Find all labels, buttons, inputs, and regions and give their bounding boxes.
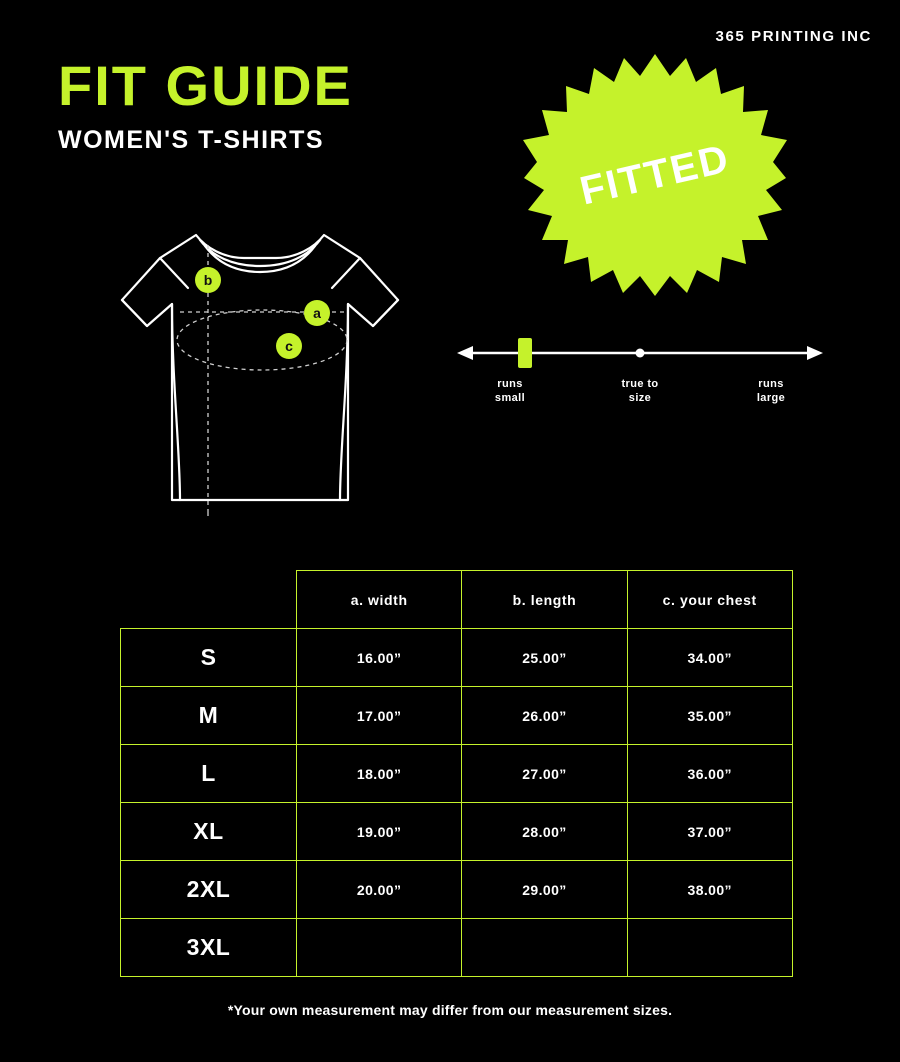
fitted-badge-icon [520,50,790,300]
page-title: FIT GUIDE [58,54,353,117]
scale-label-runs-large-line2: large [756,391,786,404]
table-header-length: b. length [462,571,627,629]
size-table-wrap [120,570,792,977]
table-row [121,919,793,977]
row-width [297,919,462,977]
scale-marker [518,338,532,368]
table-row [121,687,793,745]
footnote: *Your own measurement may differ from our measurement sizes. [227,1002,673,1018]
row-length: 29.00” [462,861,627,919]
row-chest [627,919,792,977]
scale-label-true-to-size [585,378,695,406]
marker-b: b [195,267,221,293]
row-width: 17.00” [297,687,462,745]
fit-scale [455,330,825,420]
table-header-width: a. width [297,571,462,629]
table-header-corner [121,571,297,629]
page-subtitle: WOMEN'S T-SHIRTS [58,126,325,154]
row-length: 25.00” [462,629,627,687]
row-size: XL [121,803,297,861]
tshirt-diagram [100,200,420,530]
fitted-badge-label: FITTED [575,135,734,214]
scale-label-runs-small-line1: runs [497,378,523,390]
row-chest: 37.00” [627,803,792,861]
marker-c: c [276,333,302,359]
row-size: S [121,629,297,687]
scale-label-true-line1: true to [621,378,659,390]
row-length: 28.00” [462,803,627,861]
title-block [58,54,353,155]
row-length: 26.00” [462,687,627,745]
scale-label-runs-small [455,378,565,406]
scale-axis-icon [455,330,825,376]
table-header-row [121,571,793,629]
scale-label-runs-large-line1: runs [758,378,784,390]
scale-label-runs-large [717,378,825,406]
row-width: 16.00” [297,629,462,687]
row-length [462,919,627,977]
row-chest: 38.00” [627,861,792,919]
row-size: M [121,687,297,745]
scale-label-true-line2: size [628,391,652,404]
scale-label-runs-small-line2: small [494,391,526,404]
row-size: L [121,745,297,803]
row-width: 20.00” [297,861,462,919]
table-row [121,861,793,919]
row-size: 3XL [121,919,297,977]
table-row [121,803,793,861]
brand-name: 365 PRINTING INC [715,28,872,45]
row-width: 19.00” [297,803,462,861]
row-length: 27.00” [462,745,627,803]
table-row [121,629,793,687]
row-chest: 36.00” [627,745,792,803]
row-chest: 35.00” [627,687,792,745]
row-width: 18.00” [297,745,462,803]
table-header-chest: c. your chest [627,571,792,629]
tshirt-icon [100,200,420,530]
marker-a: a [304,300,330,326]
row-chest: 34.00” [627,629,792,687]
scale-labels [455,378,825,418]
table-row [121,745,793,803]
row-size: 2XL [121,861,297,919]
size-table [120,570,793,977]
